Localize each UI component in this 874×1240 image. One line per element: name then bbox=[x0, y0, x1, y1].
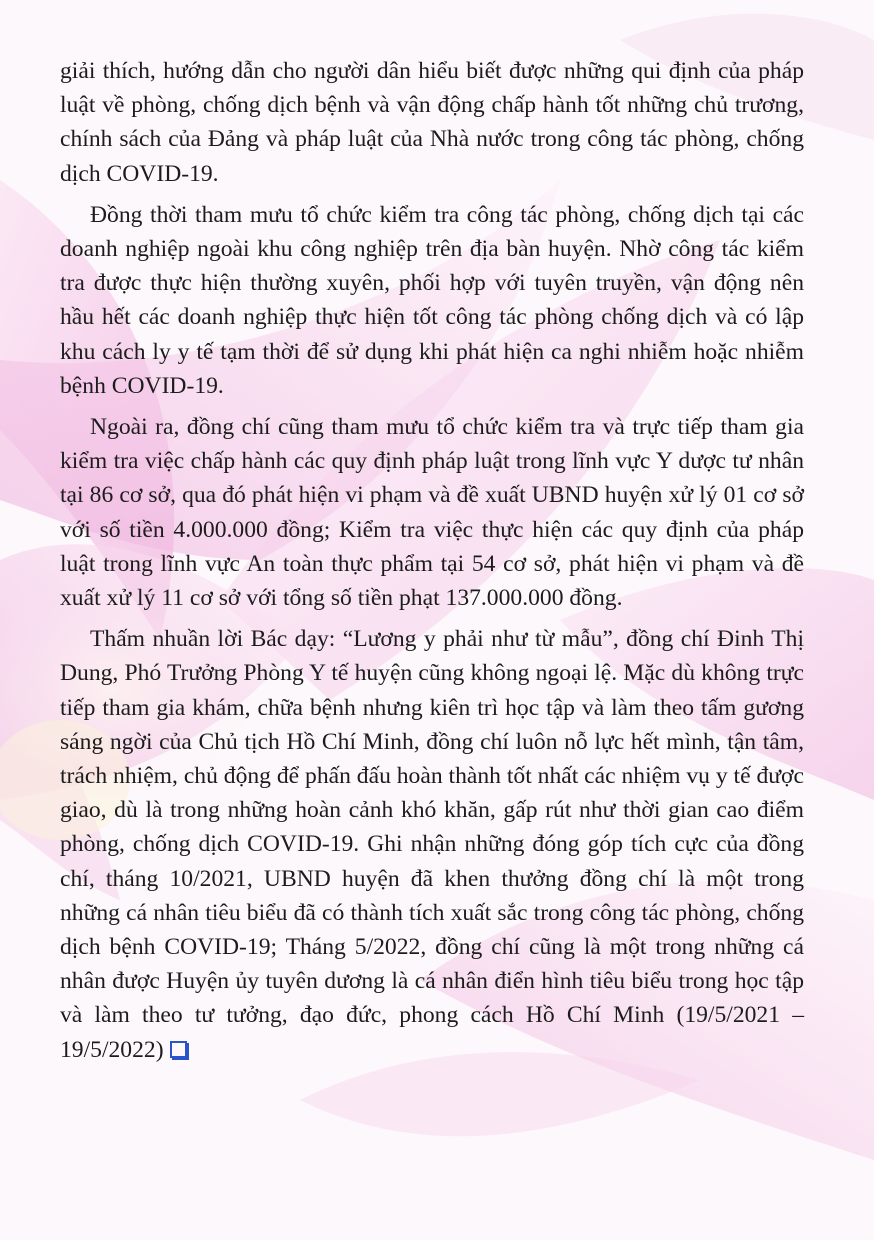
end-of-article-icon bbox=[170, 1041, 187, 1058]
paragraph: Đồng thời tham mưu tổ chức kiểm tra công tác phòng, chống dịch tại các doanh nghiệp ngoài khu công nghiệp trên địa bàn huyện. Nhờ công tác kiểm tra được thực hiện thường xuyên, phối hợp với tuyên truyền, vận động nên hầu hết các doanh nghiệp thực hiện tốt công tác phòng chống dịch và có lập khu cách ly y tế tạm thời để sử dụng khi phát hiện ca nghi nhiễm hoặc nhiễm bệnh COVID-19. bbox=[60, 201, 804, 399]
paragraph: giải thích, hướng dẫn cho người dân hiểu biết được những qui định của pháp luật về phòng, chống dịch bệnh và vận động chấp hành tốt những chủ trương, chính sách của Đảng và pháp luật của Nhà nước trong công tác phòng, chống dịch COVID-19. bbox=[60, 58, 804, 187]
paragraph: Ngoài ra, đồng chí cũng tham mưu tổ chức kiểm tra và trực tiếp tham gia kiểm tra việc chấp hành các quy định pháp luật trong lĩnh vực Y dược tư nhân tại 86 cơ sở, qua đó phát hiện vi phạm và đề xuất UBND huyện xử lý 01 cơ sở với số tiền 4.000.000 đồng; Kiểm tra việc thực hiện các quy định của pháp luật trong lĩnh vực An toàn thực phẩm tại 54 cơ sở, phát hiện vi phạm và đề xuất xử lý 11 cơ sở với tổng số tiền phạt 137.000.000 đồng. bbox=[60, 414, 804, 612]
paragraph-text: Thấm nhuần lời Bác dạy: “Lương y phải như từ mẫu”, đồng chí Đinh Thị Dung, Phó Trưởng Phòng Y tế huyện cũng không ngoại lệ. Mặc dù không trực tiếp tham gia khám, chữa bệnh nhưng kiên trì học tập và làm theo tấm gương sáng ngời của Chủ tịch Hồ Chí Minh, đồng chí luôn nỗ lực hết mình, tận tâm, trách nhiệm, chủ động để phấn đấu hoàn thành tốt nhất các nhiệm vụ y tế được giao, dù là trong những hoàn cảnh khó khăn, gấp rút như thời gian cao điểm phòng, chống dịch COVID-19. Ghi nhận những đóng góp tích cực của đồng chí, tháng 10/2021, UBND huyện đã khen thưởng đồng chí là một trong những cá nhân tiêu biểu đã có thành tích xuất sắc trong công tác phòng, chống dịch bệnh COVID-19; Tháng 5/2022, đồng chí cũng là một trong những cá nhân được Huyện ủy tuyên dương là cá nhân điển hình tiêu biểu trong học tập và làm theo tư tưởng, đạo đức, phong cách Hồ Chí Minh (19/5/2021 – 19/5/2022) bbox=[60, 626, 804, 1063]
paragraph-last bbox=[60, 622, 804, 1067]
document-body bbox=[60, 54, 804, 1074]
